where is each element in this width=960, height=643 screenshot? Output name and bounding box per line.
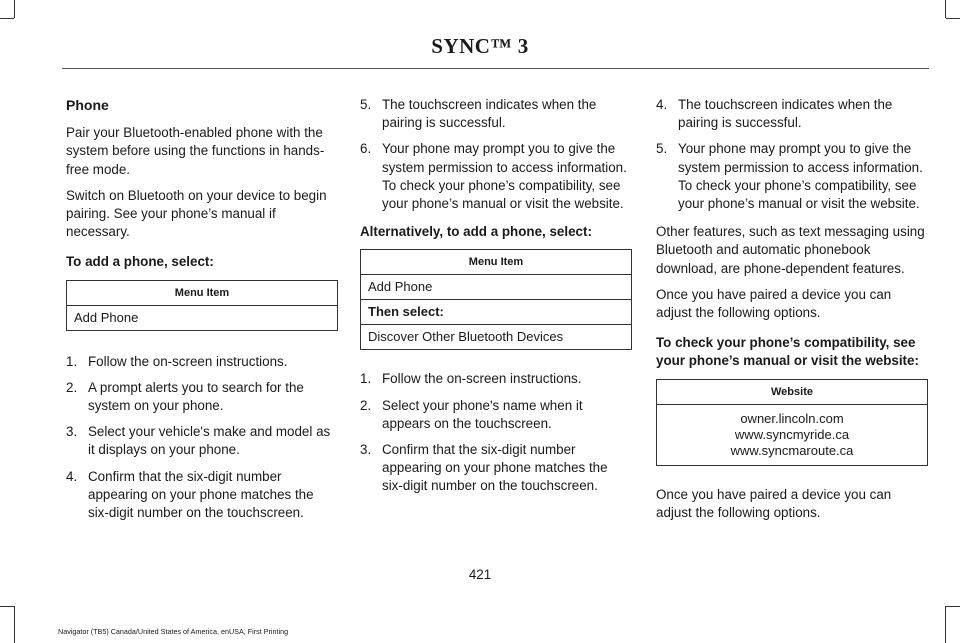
- list-item: 6. Your phone may prompt you to give the system permission to access information. To check your phone’s compatibility, see your phone’s manual or visit the website.: [360, 141, 627, 212]
- list-item: 2. A prompt alerts you to search for the system on your phone.: [66, 379, 304, 414]
- table-cell: Discover Other Bluetooth Devices: [361, 325, 632, 350]
- menu-table: [360, 249, 632, 350]
- list-item: 4. The touchscreen indicates when the pairing is successful.: [656, 97, 893, 131]
- menu-table: [66, 280, 338, 331]
- table-cell: Add Phone: [361, 275, 632, 300]
- paragraph: Other features, such as text messaging using Bluetooth and automatic phonebook download, are phone-dependent features.: [656, 224, 925, 276]
- table-header: Menu Item: [361, 250, 632, 275]
- lead-text: To add a phone, select:: [66, 254, 214, 270]
- table-cell: Then select:: [361, 300, 632, 325]
- steps-list: [66, 353, 338, 523]
- table-header: Menu Item: [67, 280, 338, 305]
- website-link[interactable]: owner.lincoln.com: [740, 410, 844, 426]
- crop-mark: [945, 606, 946, 643]
- crop-mark: [946, 606, 960, 607]
- crop-mark: [14, 606, 15, 643]
- paragraph: Once you have paired a device you can adjust the following options.: [656, 286, 892, 321]
- paragraph: Switch on Bluetooth on your device to begin pairing. See your phone’s manual if necessary.: [66, 187, 327, 240]
- table-cell: Add Phone: [67, 305, 338, 330]
- crop-mark: [0, 18, 14, 19]
- steps-list: [656, 96, 928, 213]
- list-item: 3. Select your vehicle's make and model as it displays on your phone.: [66, 424, 331, 458]
- website-table: [656, 379, 928, 466]
- table-header: Website: [657, 379, 928, 404]
- crop-mark: [0, 606, 14, 607]
- crop-mark: [14, 0, 15, 18]
- steps-list: [360, 370, 632, 495]
- crop-mark: [946, 18, 960, 19]
- column-3: [656, 96, 928, 530]
- steps-list: [360, 96, 632, 213]
- page-number: 421: [468, 567, 492, 582]
- lead-text: To check your phone’s compatibility, see your phone’s manual or visit the website:: [656, 335, 919, 369]
- website-link[interactable]: www.syncmaroute.ca: [730, 442, 854, 458]
- lead-text: Alternatively, to add a phone, select:: [360, 224, 592, 240]
- footer-text: Navigator (TB5) Canada/United States of America, enUSA, First Printing: [58, 627, 289, 636]
- section-heading: Phone: [66, 97, 109, 113]
- paragraph: Pair your Bluetooth-enabled phone with the system before using the functions in hands-free mode.: [66, 125, 325, 177]
- column-1: [66, 96, 338, 532]
- website-link[interactable]: www.syncmyride.ca: [734, 426, 850, 442]
- paragraph: Once you have paired a device you can adjust the following options.: [656, 486, 892, 520]
- list-item: 4. Confirm that the six-digit number appearing on your phone matches the six-digit number on the touchscreen.: [66, 468, 314, 521]
- header-divider: [62, 68, 929, 69]
- list-item: 1. Follow the on-screen instructions.: [66, 353, 288, 369]
- list-item: 5. The touchscreen indicates when the pairing is successful.: [360, 97, 597, 131]
- list-item: 1. Follow the on-screen instructions.: [360, 371, 582, 387]
- page-header-title: SYNC™ 3: [431, 34, 529, 58]
- crop-mark: [945, 0, 946, 18]
- table-cell: [657, 404, 928, 465]
- list-item: 5. Your phone may prompt you to give the system permission to access information. To check your phone’s compatibility, see your phone’s manual or visit the website.: [656, 141, 923, 212]
- column-2: [360, 96, 632, 506]
- list-item: 2. Select your phone's name when it appears on the touchscreen.: [360, 397, 583, 431]
- list-item: 3. Confirm that the six-digit number appearing on your phone matches the six-digit number on the touchscreen.: [360, 442, 608, 494]
